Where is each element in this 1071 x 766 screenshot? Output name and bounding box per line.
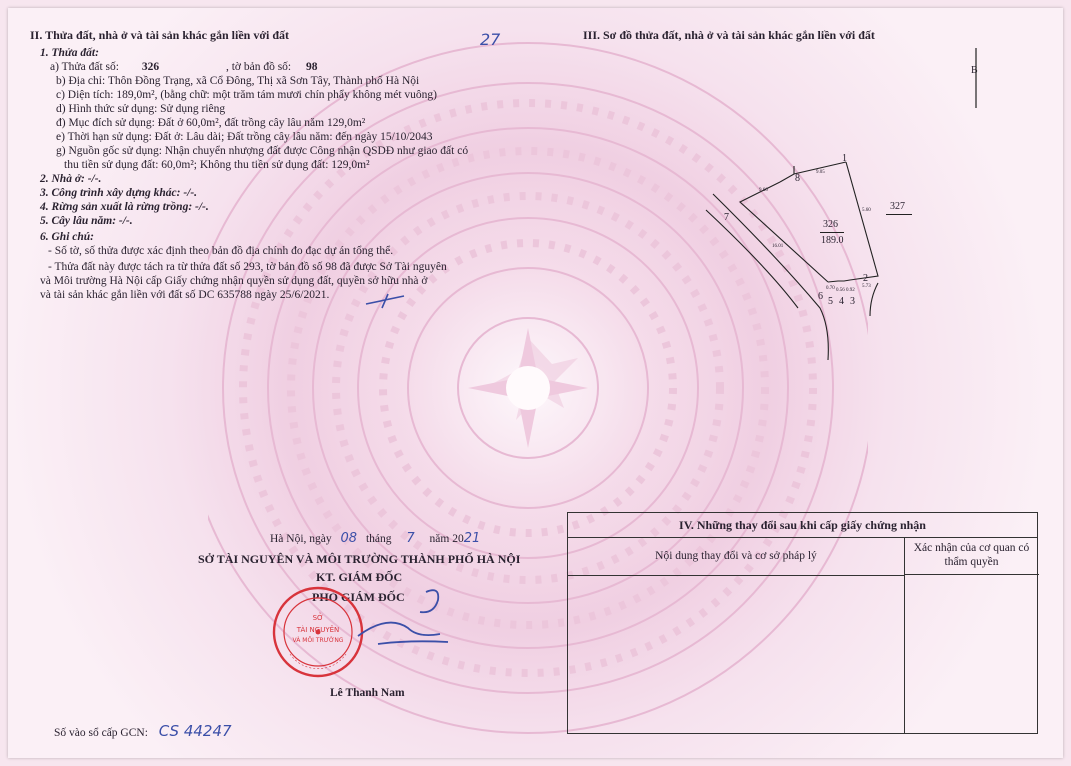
address-row: b) Địa chỉ: Thôn Đồng Trạng, xã Cổ Đông, Thị xã Sơn Tây, Thành phố Hà Nội xyxy=(56,75,420,87)
section4-title: IV. Những thay đổi sau khi cấp giấy chứng nhận xyxy=(568,513,1037,538)
note-2c: và tài sản khác gắn liền với đất số DC 635788 ngày 25/6/2021. xyxy=(40,289,330,301)
svg-text:SỞ: SỞ xyxy=(312,614,324,622)
deputy-director-title: PHÓ GIÁM ĐỐC xyxy=(312,590,405,604)
parcel-sketch xyxy=(658,148,958,368)
item1-title: 1. Thửa đất: xyxy=(40,47,99,59)
parcel-number-map: 326 xyxy=(823,219,838,230)
point-8-label: 8 xyxy=(795,173,800,184)
point-3-label: 3 xyxy=(850,296,855,307)
parcel-number-label: a) Thửa đất số: xyxy=(50,61,119,73)
note-2a: - Thửa đất này được tách ra từ thửa đất số 293, tờ bản đồ số 98 đã được Sở Tài nguyên xyxy=(48,261,447,273)
edge-length-3-4: 0.92 xyxy=(846,288,855,293)
item5-perennial: 5. Cây lâu năm: -/-. xyxy=(40,215,133,227)
handwritten-slash-mark xyxy=(364,292,410,310)
point-2-label: 2 xyxy=(863,273,868,284)
handwritten-page-number: 27 xyxy=(480,30,501,49)
edge-length-5-6: 0.70 xyxy=(826,286,835,291)
point-4-label: 4 xyxy=(839,296,844,307)
date-prefix: Hà Nội, ngày xyxy=(270,533,332,545)
edge-length-8-1: 9.05 xyxy=(816,170,825,175)
table-column-divider xyxy=(904,575,905,734)
item2-house: 2. Nhà ở: -/-. xyxy=(40,173,102,185)
handwritten-signature xyxy=(348,584,458,654)
usage-term-row: e) Thời hạn sử dụng: Đất ở: Lâu dài; Đất trồng cây lâu năm: đến ngày 15/10/2043 xyxy=(56,131,433,143)
agency-name: SỞ TÀI NGUYÊN VÀ MÔI TRƯỜNG THÀNH PHỐ HÀ NỘI xyxy=(198,552,521,566)
edge-length-4-5: 0.56 xyxy=(836,288,845,293)
certificate-page xyxy=(8,8,1063,758)
neighbor-parcel-underline xyxy=(886,214,912,215)
signer-name: Lê Thanh Nam xyxy=(330,687,405,699)
item6-notes-title: 6. Ghi chú: xyxy=(40,231,94,243)
point-7-label: 7 xyxy=(724,212,729,223)
edge-length-6-7: 16.01 xyxy=(772,244,784,249)
date-year-hand: 21 xyxy=(463,531,481,546)
edge-length-7-8: 9.66 xyxy=(759,188,768,193)
section2-title: II. Thửa đất, nhà ở và tài sản khác gắn liền với đất xyxy=(30,28,290,42)
edge-length-2-3: 5.73 xyxy=(862,284,871,289)
date-year-label: năm 20 xyxy=(429,533,464,545)
point-1-label: 1 xyxy=(842,153,847,164)
date-month: 7 xyxy=(406,531,415,546)
date-month-label: tháng xyxy=(365,533,392,545)
parcel-area-map: 189.0 xyxy=(821,235,844,246)
item3-construction: 3. Công trình xây dựng khác: -/-. xyxy=(40,187,198,199)
date-day: 08 xyxy=(340,531,358,546)
svg-text:VÀ MÔI TRƯỜNG: VÀ MÔI TRƯỜNG xyxy=(292,637,344,644)
svg-text:TÀI NGUYÊN: TÀI NGUYÊN xyxy=(296,626,340,634)
origin-row-1: g) Nguồn gốc sử dụng: Nhận chuyển nhượng đất được Công nhận QSDĐ như giao đất có xyxy=(56,145,469,157)
parcel-fraction-line xyxy=(820,232,844,233)
section3-title: III. Sơ đồ thửa đất, nhà ở và tài sản khác gắn liền với đất xyxy=(583,28,875,42)
changes-content-header: Nội dung thay đổi và cơ sở pháp lý xyxy=(568,537,905,576)
parcel-number-row xyxy=(50,60,318,75)
origin-row-2: thu tiền sử dụng đất: 60,0m²; Không thu tiền sử dụng đất: 129,0m² xyxy=(64,159,370,171)
registry-value: CS 44247 xyxy=(158,722,232,740)
point-5-label: 5 xyxy=(828,296,833,307)
authority-confirmation-header: Xác nhận của cơ quan có thẩm quyền xyxy=(904,537,1039,575)
note-2b: và Môi trường Hà Nội cấp Giấy chứng nhận quyền sử dụng đất, quyền sở hữu nhà ở xyxy=(40,275,428,287)
registry-row xyxy=(54,724,232,741)
registry-label: Số vào sổ cấp GCN: xyxy=(54,727,148,739)
edge-length-1-2: 5.60 xyxy=(862,208,871,213)
north-arrow-icon xyxy=(974,48,978,108)
area-row: c) Diện tích: 189,0m², (bằng chữ: một trăm tám mươi chín phẩy không mét vuông) xyxy=(56,89,437,101)
map-sheet-label: , tờ bản đồ số: xyxy=(225,61,292,73)
note-1: - Số tờ, số thửa được xác định theo bản đồ địa chính đo đạc dự án tổng thể. xyxy=(48,245,394,257)
neighbor-parcel-number: 327 xyxy=(890,201,905,212)
changes-table xyxy=(567,512,1038,734)
issue-date xyxy=(270,532,480,547)
parcel-number-value: 326 xyxy=(141,61,160,73)
map-sheet-value: 98 xyxy=(306,61,318,73)
point-6-label: 6 xyxy=(818,291,823,302)
item4-forest: 4. Rừng sản xuất là rừng trồng: -/-. xyxy=(40,201,209,213)
usage-purpose-row: đ) Mục đích sử dụng: Đất ở 60,0m², đất trồng cây lâu năm 129,0m² xyxy=(56,117,366,129)
north-label: B xyxy=(971,65,978,76)
usage-form-row: d) Hình thức sử dụng: Sử dụng riêng xyxy=(56,103,226,115)
kt-director: KT. GIÁM ĐỐC xyxy=(316,570,403,584)
